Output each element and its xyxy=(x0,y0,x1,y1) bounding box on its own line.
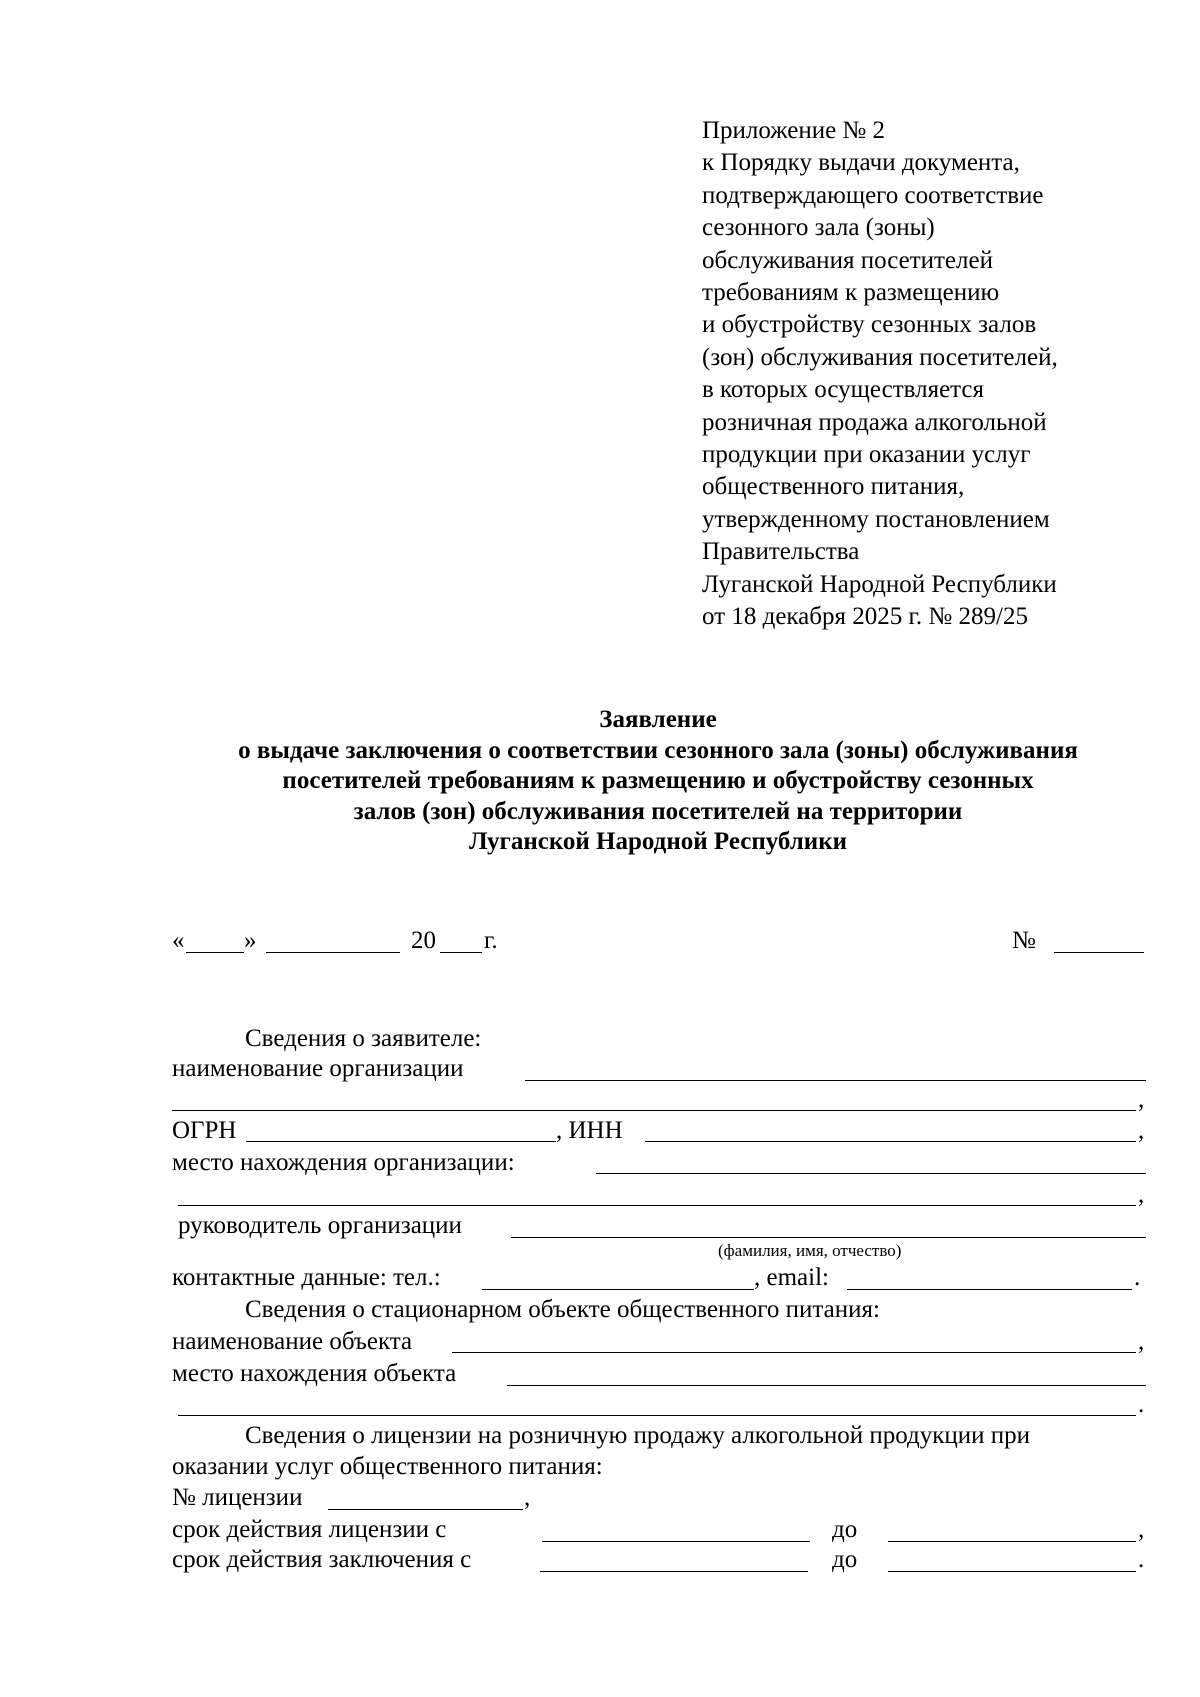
annex-line: сезонного зала (зоны) xyxy=(702,214,935,242)
annex-line: розничная продажа алкогольной xyxy=(702,408,1047,436)
comma: , xyxy=(1138,1328,1145,1355)
annex-line: Приложение № 2 xyxy=(702,117,886,144)
facility-name-field[interactable] xyxy=(452,1352,1136,1353)
head-field[interactable] xyxy=(511,1237,1146,1238)
facility-location-field[interactable] xyxy=(507,1385,1146,1386)
phone-field[interactable] xyxy=(482,1289,754,1290)
facility-location-field-continued[interactable] xyxy=(178,1415,1136,1416)
ogrn-field[interactable] xyxy=(246,1141,556,1142)
document-title xyxy=(0,705,1200,858)
license-number-field[interactable] xyxy=(328,1509,523,1510)
annex-line: в которых осуществляется xyxy=(702,376,984,404)
date-quote-open: « xyxy=(172,927,185,954)
application-number-field[interactable] xyxy=(1054,952,1144,953)
comma: , xyxy=(1138,1086,1145,1113)
annex-line: утвержденному постановлением xyxy=(702,505,1050,533)
day-field[interactable] xyxy=(186,952,244,953)
license-number-label: № лицензии xyxy=(172,1484,303,1511)
org-name-field[interactable] xyxy=(525,1080,1146,1081)
inn-field[interactable] xyxy=(645,1141,1136,1142)
year-suffix: г. xyxy=(484,927,498,954)
org-location-label: место нахождения организации: xyxy=(172,1149,515,1176)
period: . xyxy=(1134,1264,1141,1291)
annex-line: Правительства xyxy=(702,538,860,566)
inn-label: , ИНН xyxy=(556,1117,623,1144)
license-term-to-field[interactable] xyxy=(888,1541,1136,1542)
org-name-field-continued[interactable] xyxy=(172,1110,1136,1111)
date-quote-close: » xyxy=(244,927,257,954)
annex-line: и обустройству сезонных залов xyxy=(702,311,1037,339)
number-sign: № xyxy=(1012,927,1036,954)
comma: , xyxy=(524,1484,531,1511)
ogrn-label: ОГРН xyxy=(172,1117,237,1144)
annex-line: (зон) обслуживания посетителей, xyxy=(702,343,1058,371)
annex-line: обслуживания посетителей xyxy=(702,246,993,274)
period: . xyxy=(1138,1391,1145,1418)
conclusion-term-label: срок действия заключения с xyxy=(172,1546,472,1573)
annex-block xyxy=(702,115,1162,634)
title-line: залов (зон) обслуживания посетителей на территории xyxy=(353,797,963,825)
comma: , xyxy=(1138,1516,1145,1543)
head-hint: (фамилия, имя, отчество) xyxy=(718,1241,902,1260)
title-line: Луганской Народной Республики xyxy=(468,828,848,855)
title-line: о выдаче заключения о соответствии сезонного зала (зоны) обслуживания xyxy=(238,736,1078,764)
month-field[interactable] xyxy=(266,952,400,953)
annex-line: Луганской Народной Республики xyxy=(702,570,1057,598)
annex-line: от 18 декабря 2025 г. № 289/25 xyxy=(702,603,1028,631)
facility-name-label: наименование объекта xyxy=(172,1328,413,1355)
org-location-field-continued[interactable] xyxy=(178,1205,1136,1206)
org-name-label: наименование организации xyxy=(172,1055,464,1082)
head-label: руководитель организации xyxy=(178,1212,462,1239)
email-field[interactable] xyxy=(847,1289,1132,1290)
annex-line: продукции при оказании услуг xyxy=(702,441,1031,469)
annex-line: подтверждающего соответствие xyxy=(702,181,1044,209)
year-prefix: 20 xyxy=(411,927,436,954)
license-term-label: срок действия лицензии с xyxy=(172,1516,447,1543)
applicant-heading: Сведения о заявителе: xyxy=(245,1025,482,1052)
annex-line: требованиям к размещению xyxy=(702,279,1000,307)
conclusion-term-from-field[interactable] xyxy=(540,1571,808,1572)
to-label: до xyxy=(832,1546,858,1573)
comma: , xyxy=(1138,1181,1145,1208)
title-line: Заявление xyxy=(599,706,717,733)
facility-location-label: место нахождения объекта xyxy=(172,1360,457,1387)
annex-line: к Порядку выдачи документа, xyxy=(702,149,1020,177)
year-field[interactable] xyxy=(440,952,482,953)
annex-line: общественного питания, xyxy=(702,473,965,501)
to-label: до xyxy=(832,1516,858,1543)
license-heading-line2: оказании услуг общественного питания: xyxy=(172,1453,603,1480)
org-location-field[interactable] xyxy=(596,1173,1146,1174)
contacts-label: контактные данные: тел.: xyxy=(172,1264,441,1291)
comma: , xyxy=(1138,1117,1145,1144)
conclusion-term-to-field[interactable] xyxy=(888,1571,1136,1572)
license-heading-line1: Сведения о лицензии на розничную продажу алкогольной продукции при xyxy=(245,1422,1031,1449)
license-term-from-field[interactable] xyxy=(542,1541,810,1542)
email-label: , email: xyxy=(754,1264,829,1291)
title-line: посетителей требованиям к размещению и обустройству сезонных xyxy=(282,767,1034,794)
period: . xyxy=(1138,1546,1145,1573)
facility-heading: Сведения о стационарном объекте общественного питания: xyxy=(245,1296,880,1323)
